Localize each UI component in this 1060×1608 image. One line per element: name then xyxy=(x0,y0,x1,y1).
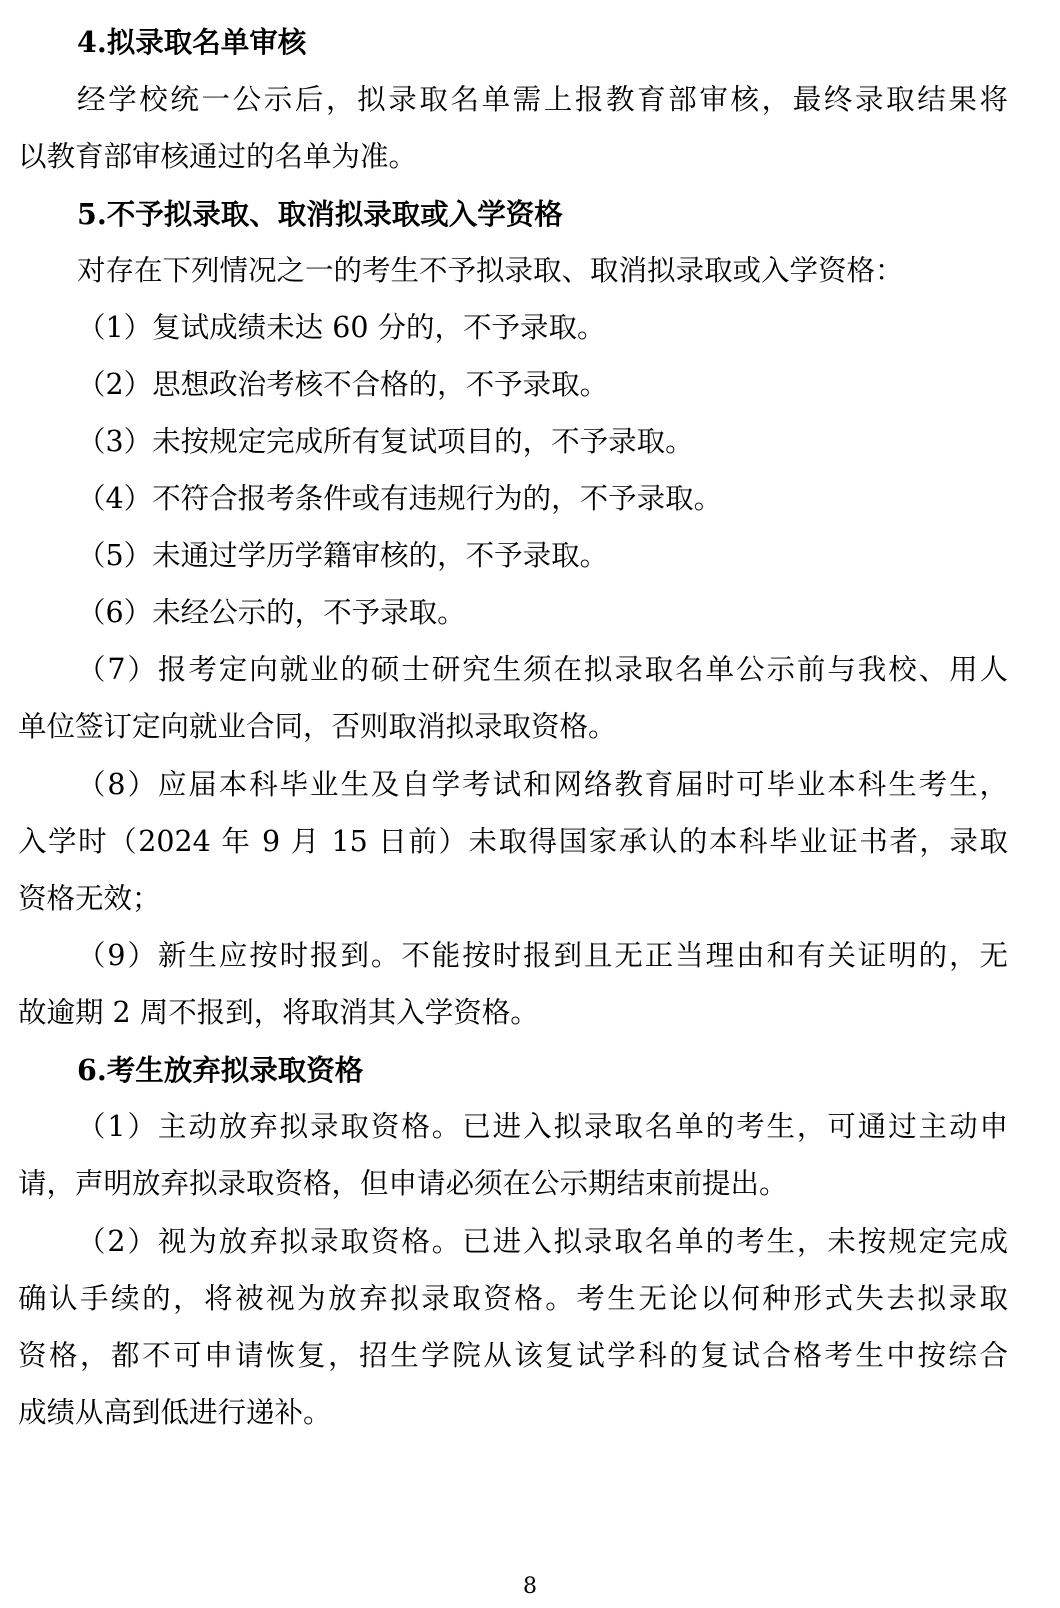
section-5-item-8-line-3: 资格无效； xyxy=(18,882,161,915)
section-4-paragraph-line-1: 经学校统一公示后，拟录取名单需上报教育部审核，最终录取结果将 xyxy=(77,83,1008,116)
section-5-item-4: （4）不符合报考条件或有违规行为的，不予录取。 xyxy=(77,482,723,515)
section-5-item-5: （5）未通过学历学籍审核的，不予录取。 xyxy=(77,539,609,572)
section-5-item-9-line-1: （9）新生应按时报到。不能按时报到且无正当理由和有关证明的，无 xyxy=(77,939,1008,972)
section-6-item-1-line-2: 请，声明放弃拟录取资格，但申请必须在公示期结束前提出。 xyxy=(18,1167,788,1200)
section-5-item-6: （6）未经公示的，不予录取。 xyxy=(77,596,466,629)
section-6-item-1-line-1: （1）主动放弃拟录取资格。已进入拟录取名单的考生，可通过主动申 xyxy=(77,1110,1008,1143)
section-6-item-2-line-2: 确认手续的，将被视为放弃拟录取资格。考生无论以何种形式失去拟录取 xyxy=(18,1282,1008,1315)
section-5-item-2: （2）思想政治考核不合格的，不予录取。 xyxy=(77,368,609,401)
section-5-item-3: （3）未按规定完成所有复试项目的，不予录取。 xyxy=(77,425,694,458)
section-6-item-2-line-1: （2）视为放弃拟录取资格。已进入拟录取名单的考生，未按规定完成 xyxy=(77,1225,1008,1258)
section-6-item-2-line-3: 资格，都不可申请恢复，招生学院从该复试学科的复试合格考生中按综合 xyxy=(18,1339,1008,1372)
section-5-item-7-line-1: （7）报考定向就业的硕士研究生须在拟录取名单公示前与我校、用人 xyxy=(77,653,1008,686)
section-4-paragraph-line-2: 以教育部审核通过的名单为准。 xyxy=(18,140,418,173)
section-5-item-1: （1）复试成绩未达 60 分的，不予录取。 xyxy=(77,311,606,344)
section-6-item-2-line-4: 成绩从高到低进行递补。 xyxy=(18,1396,332,1429)
section-5-item-8-line-2: 入学时（2024 年 9 月 15 日前）未取得国家承认的本科毕业证书者，录取 xyxy=(18,825,1008,858)
section-5-intro: 对存在下列情况之一的考生不予拟录取、取消拟录取或入学资格： xyxy=(77,254,904,287)
section-5-item-9-line-2: 故逾期 2 周不报到，将取消其入学资格。 xyxy=(18,996,539,1029)
section-6-heading: 6.考生放弃拟录取资格 xyxy=(77,1053,364,1087)
section-5-item-7-line-2: 单位签订定向就业合同，否则取消拟录取资格。 xyxy=(18,710,617,743)
section-5-heading: 5.不予拟录取、取消拟录取或入学资格 xyxy=(77,197,563,231)
section-5-item-8-line-1: （8）应届本科毕业生及自学考试和网络教育届时可毕业本科生考生， xyxy=(77,768,1008,801)
page-number: 8 xyxy=(523,1574,537,1599)
section-4-heading: 4.拟录取名单审核 xyxy=(77,25,307,59)
